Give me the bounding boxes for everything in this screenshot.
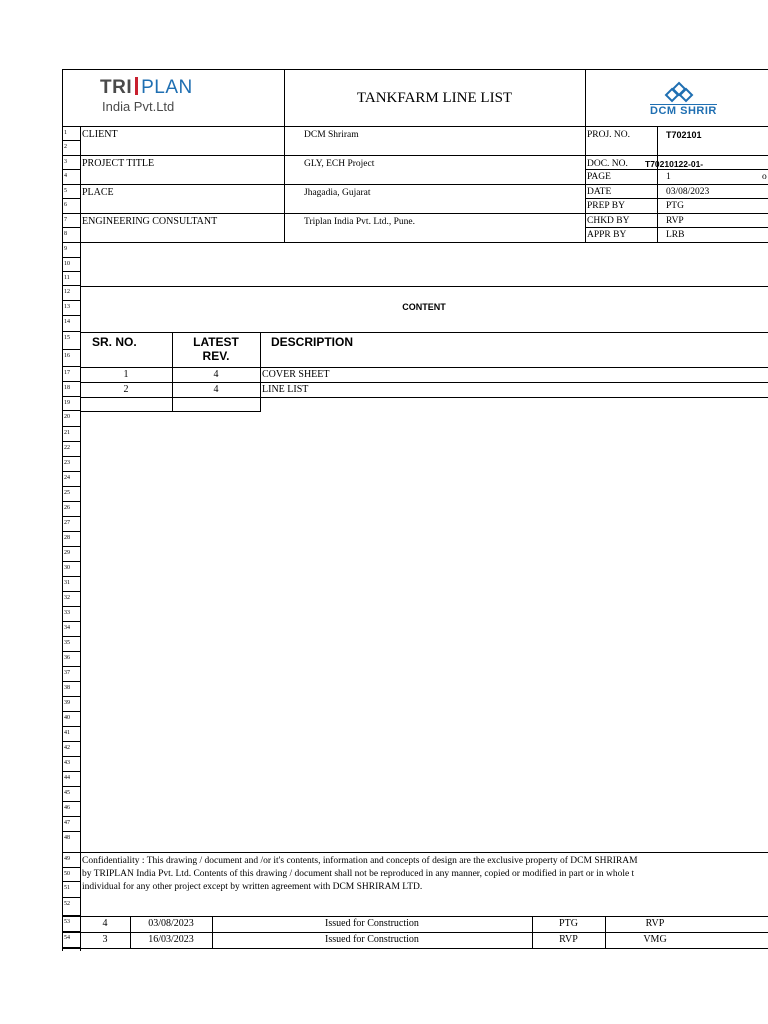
header-bottom-line xyxy=(62,126,768,127)
row-number-gridline xyxy=(62,576,80,577)
row-number: 11 xyxy=(64,275,70,281)
row-number-gridline xyxy=(62,867,80,868)
doc-no-value: T70210122-01- xyxy=(645,159,704,169)
row-number: 15 xyxy=(64,335,70,341)
row-number: 46 xyxy=(64,805,70,811)
row-number-gridline xyxy=(62,396,80,397)
chkd-by-value: RVP xyxy=(666,216,684,226)
appr-by-label: APPR BY xyxy=(587,230,627,240)
row-number-gridline xyxy=(62,501,80,502)
place-value: Jhagadia, Gujarat xyxy=(304,188,371,198)
row-number-gridline xyxy=(62,606,80,607)
revision-row-line xyxy=(62,932,768,933)
content-row-line xyxy=(80,411,260,412)
row-number: 9 xyxy=(64,246,67,252)
client-logo xyxy=(585,69,768,127)
col-sr-no: SR. NO. xyxy=(92,335,137,349)
row-number-gridline xyxy=(62,681,80,682)
row-number-gridline xyxy=(62,155,80,156)
row-number-gridline xyxy=(62,726,80,727)
row-number: 3 xyxy=(64,159,67,165)
row-number-gridline xyxy=(62,666,80,667)
info-row-line xyxy=(80,242,768,243)
content-row-line xyxy=(80,367,768,368)
row-number: 44 xyxy=(64,775,70,781)
row-number: 39 xyxy=(64,700,70,706)
row-number-gridline xyxy=(62,947,80,948)
row-number-gridline xyxy=(62,741,80,742)
row-number: 36 xyxy=(64,655,70,661)
row-number: 16 xyxy=(64,353,70,359)
row-number: 19 xyxy=(64,400,70,406)
row-number-gridline xyxy=(62,227,80,228)
row-number: 31 xyxy=(64,580,70,586)
info-divider xyxy=(585,127,586,243)
row-number-gridline xyxy=(62,140,80,141)
row-number: 24 xyxy=(64,475,70,481)
row-number: 27 xyxy=(64,520,70,526)
row-number: 13 xyxy=(64,304,70,310)
col-latest-rev-line1: LATEST xyxy=(193,335,239,349)
row-number: 21 xyxy=(64,430,70,436)
content-row-rev: 4 xyxy=(213,369,219,380)
client-value: DCM Shriram xyxy=(304,130,359,140)
row-number: 5 xyxy=(64,188,67,194)
row-number-gridline xyxy=(62,426,80,427)
row-number: 40 xyxy=(64,715,70,721)
row-number: 35 xyxy=(64,640,70,646)
row-number: 52 xyxy=(64,901,70,907)
row-number: 50 xyxy=(64,871,70,877)
row-number-gridline xyxy=(62,198,80,199)
row-number-gridline xyxy=(62,366,80,367)
content-row-desc: LINE LIST xyxy=(262,384,309,395)
row-number: 41 xyxy=(64,730,70,736)
row-number-gridline xyxy=(62,271,80,272)
meta-row-line xyxy=(585,155,768,156)
row-number-gridline xyxy=(62,349,80,350)
row-number: 38 xyxy=(64,685,70,691)
meta-row-line xyxy=(585,213,768,214)
row-number-gridline xyxy=(62,456,80,457)
row-number: 49 xyxy=(64,856,70,862)
info-divider xyxy=(284,127,285,243)
revision-number: 3 xyxy=(102,934,108,945)
row-number: 34 xyxy=(64,625,70,631)
logo-divider-mark xyxy=(135,77,138,95)
content-col-divider xyxy=(260,333,261,412)
revision-description: Issued for Construction xyxy=(325,934,419,945)
row-number: 25 xyxy=(64,490,70,496)
row-number-gridline xyxy=(62,486,80,487)
row-number: 17 xyxy=(64,370,70,376)
meta-row-line xyxy=(585,198,768,199)
row-number: 4 xyxy=(64,173,67,179)
info-row-line xyxy=(80,184,585,185)
dcm-diamond-icon xyxy=(664,81,694,103)
row-number: 12 xyxy=(64,289,70,295)
place-label: PLACE xyxy=(82,187,114,198)
row-number: 10 xyxy=(64,261,70,267)
revision-bottom-line xyxy=(62,948,768,949)
prep-by-label: PREP BY xyxy=(587,201,625,211)
row-number-gridline xyxy=(62,786,80,787)
confidentiality-line1: Confidentiality : This drawing / document and /or it's contents, information and concepts of design are the exclusive property of DCM SHRIRAM xyxy=(82,856,638,866)
row-number-gridline xyxy=(62,184,80,185)
row-number-gridline xyxy=(62,831,80,832)
row-number-gridline xyxy=(62,931,80,932)
revision-number: 4 xyxy=(102,918,108,929)
confidentiality-top-line xyxy=(80,852,768,853)
revision-checked-by: VMG xyxy=(643,934,667,945)
document-title: TANKFARM LINE LIST xyxy=(356,89,513,106)
row-number-gridline xyxy=(62,331,80,332)
company-logo xyxy=(62,69,284,127)
row-number: 28 xyxy=(64,535,70,541)
consultant-label: ENGINEERING CONSULTANT xyxy=(82,216,218,227)
row-number: 48 xyxy=(64,835,70,841)
row-number-gridline xyxy=(62,915,80,916)
row-number: 20 xyxy=(64,414,70,420)
revision-description: Issued for Construction xyxy=(325,918,419,929)
revision-prepared-by: RVP xyxy=(559,934,578,945)
row-number-gridline xyxy=(62,471,80,472)
logo-plan-text: PLAN xyxy=(141,77,193,98)
revision-prepared-by: PTG xyxy=(559,918,578,929)
proj-no-value: T702101 xyxy=(666,130,702,140)
page-label: PAGE xyxy=(587,172,611,182)
row-number: 37 xyxy=(64,670,70,676)
row-number-gridline xyxy=(62,621,80,622)
row-number-gridline xyxy=(62,242,80,243)
info-row-line xyxy=(80,213,585,214)
revision-top-line xyxy=(62,916,768,917)
row-number-gridline xyxy=(62,257,80,258)
content-row-line xyxy=(80,382,768,383)
row-number: 6 xyxy=(64,202,67,208)
date-label: DATE xyxy=(587,187,612,197)
client-label: CLIENT xyxy=(82,129,118,140)
document-sheet xyxy=(62,69,768,951)
row-number-gridline xyxy=(62,410,80,411)
row-number: 30 xyxy=(64,565,70,571)
content-row-rev: 4 xyxy=(213,384,219,395)
info-row-line xyxy=(80,155,585,156)
row-number-gridline xyxy=(62,213,80,214)
row-number: 23 xyxy=(64,460,70,466)
page-value: 1 xyxy=(666,172,671,182)
row-number-gridline xyxy=(62,881,80,882)
prep-by-value: PTG xyxy=(666,201,684,211)
row-number: 22 xyxy=(64,445,70,451)
date-value: 03/08/2023 xyxy=(666,187,710,197)
meta-row-line xyxy=(585,227,768,228)
col-latest-rev-line2: REV. xyxy=(202,349,230,363)
row-number-gridline xyxy=(62,636,80,637)
row-number-gridline xyxy=(62,169,80,170)
project-title-label: PROJECT TITLE xyxy=(82,158,155,169)
confidentiality-line3: individual for any other project except by written agreement with DCM SHRIRAM LTD. xyxy=(82,882,423,892)
row-number-gridline xyxy=(62,516,80,517)
revision-date: 03/08/2023 xyxy=(148,918,194,929)
row-number-gridline xyxy=(62,696,80,697)
row-number-gridline xyxy=(62,816,80,817)
doc-no-label: DOC. NO. xyxy=(587,159,628,169)
confidentiality-line2: by TRIPLAN India Pvt. Ltd. Contents of this drawing / document shall not be reproduced in any manner, copied or modified in part or in whole t xyxy=(82,869,635,879)
row-number: 53 xyxy=(64,919,70,925)
row-number: 8 xyxy=(64,231,67,237)
row-number: 43 xyxy=(64,760,70,766)
row-number-gridline xyxy=(62,300,80,301)
content-row-sr: 1 xyxy=(123,369,129,380)
row-number: 42 xyxy=(64,745,70,751)
content-header-line xyxy=(80,332,768,333)
row-number-gridline xyxy=(62,897,80,898)
revision-checked-by: RVP xyxy=(645,918,665,929)
row-number-gridline xyxy=(62,591,80,592)
row-number-gridline xyxy=(62,315,80,316)
row-number: 1 xyxy=(64,130,67,136)
row-number-gridline xyxy=(62,711,80,712)
consultant-value: Triplan India Pvt. Ltd., Pune. xyxy=(304,217,416,227)
row-number-gridline xyxy=(62,381,80,382)
row-number-gridline xyxy=(62,651,80,652)
row-number: 26 xyxy=(64,505,70,511)
row-number: 32 xyxy=(64,595,70,601)
row-number-gridline xyxy=(62,441,80,442)
content-row-line xyxy=(80,397,768,398)
row-number: 45 xyxy=(64,790,70,796)
row-number-gridline xyxy=(62,852,80,853)
appr-by-value: LRB xyxy=(666,230,685,240)
client-logo-text: DCM SHRIR xyxy=(650,105,717,117)
row-number-gridline xyxy=(62,801,80,802)
content-top-line xyxy=(80,286,768,287)
proj-no-label: PROJ. NO. xyxy=(587,130,631,140)
row-number: 18 xyxy=(64,385,70,391)
row-number: 2 xyxy=(64,144,67,150)
row-number: 51 xyxy=(64,885,70,891)
row-number: 7 xyxy=(64,217,67,223)
row-number-gridline xyxy=(62,561,80,562)
revision-date: 16/03/2023 xyxy=(148,934,194,945)
row-number: 14 xyxy=(64,319,70,325)
meta-row-line xyxy=(585,184,768,185)
logo-tri-text: TRI xyxy=(100,77,133,98)
row-number-gridline xyxy=(62,531,80,532)
row-number: 29 xyxy=(64,550,70,556)
content-heading: CONTENT xyxy=(402,302,446,312)
content-row-desc: COVER SHEET xyxy=(262,369,330,380)
col-description: DESCRIPTION xyxy=(271,335,354,349)
info-divider xyxy=(657,127,658,243)
logo-subtitle: India Pvt.Ltd xyxy=(102,99,175,114)
row-number-gridline xyxy=(62,285,80,286)
chkd-by-label: CHKD BY xyxy=(587,216,630,226)
row-number: 47 xyxy=(64,820,70,826)
content-row-sr: 2 xyxy=(123,384,129,395)
row-number-gridline xyxy=(62,546,80,547)
row-number: 33 xyxy=(64,610,70,616)
page-of-text: o xyxy=(762,172,767,182)
row-number-gridline xyxy=(62,756,80,757)
row-number: 54 xyxy=(64,935,70,941)
row-number-gridline xyxy=(62,771,80,772)
project-title-value: GLY, ECH Project xyxy=(304,159,375,169)
